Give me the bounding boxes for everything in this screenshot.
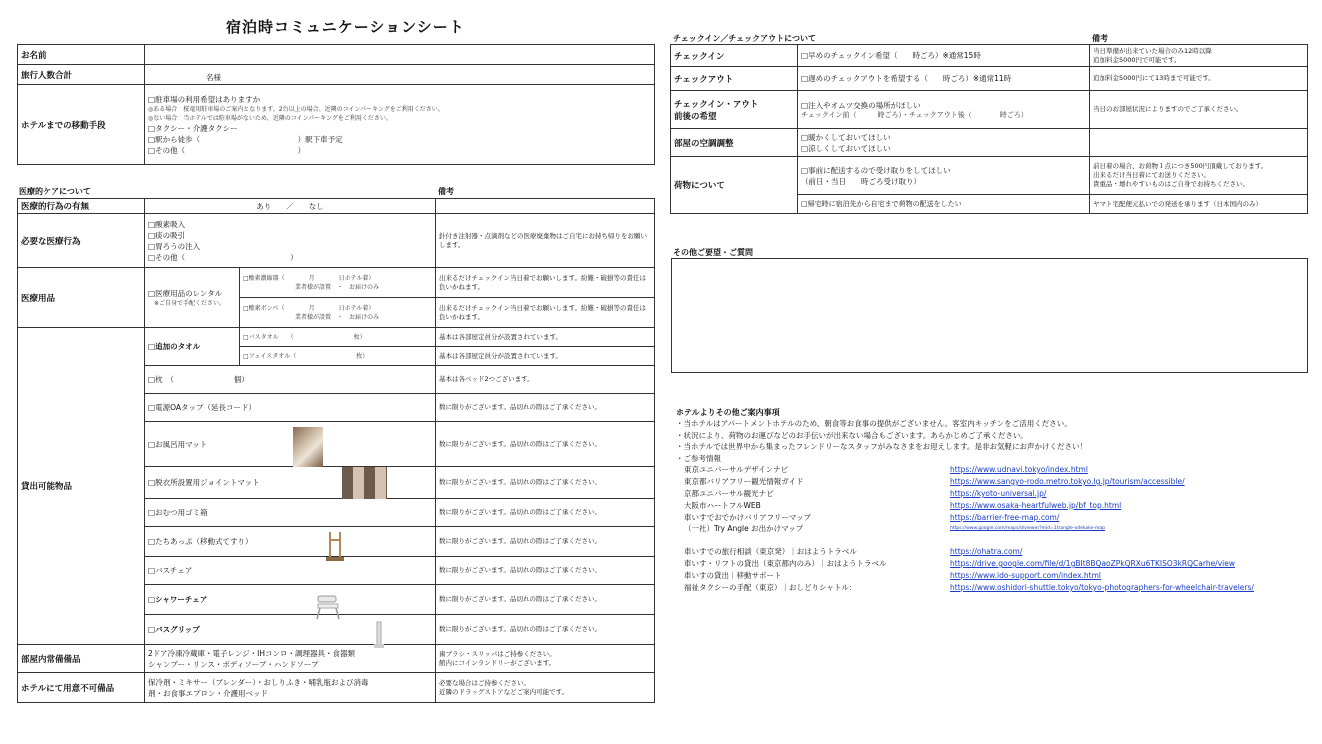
medical-care-table [17, 198, 655, 703]
pillow-option[interactable]: □枕 （ 個） [145, 366, 436, 394]
oxygen-cylinder-option[interactable]: □酸素ボンベ（ 月 日ホテル着） [243, 304, 375, 312]
other-transport-option[interactable]: □その他（ ） [148, 145, 306, 155]
guests-label: 旅行人数合計 [18, 65, 145, 85]
ref-name-4: 大阪市ハートフルWEB [684, 501, 761, 510]
luggage-remark-3: 貴重品・壊れやすいものはご自身でお持ちください。 [1093, 180, 1249, 188]
joint-mat-option[interactable]: □脱衣所設置用ジョイントマット [145, 467, 436, 499]
transport-options[interactable] [145, 85, 655, 165]
needed-care-label: 必要な医療行為 [18, 214, 145, 268]
shower-chair-option[interactable]: □シャワーチェア [145, 585, 436, 615]
pillow-remark: 基本は各ベッド2つございます。 [436, 366, 655, 394]
ref-name-2: 東京都バリアフリー観光情報ガイド [684, 477, 804, 486]
room-equipment-line-2: シャンプー・リンス・ボディソープ・ハンドソープ [148, 659, 319, 669]
luggage-receive-time[interactable]: （前日・当日 時ごろ受け取り） [801, 176, 921, 186]
not-available-cell [145, 673, 436, 703]
diaper-bin-remark: 数に限りがございます。品切れの際はご了承ください。 [436, 499, 655, 527]
not-available-label: ホテルにて用意不可備品 [18, 673, 145, 703]
room-equipment-remark-2: 館内にコインランドリーがございます。 [439, 658, 556, 667]
warm-room-option[interactable]: □暖かくしておいてほしい [801, 132, 891, 142]
ref-link-7[interactable]: https://ohatra.com/ [950, 547, 1023, 556]
name-field[interactable] [145, 45, 655, 65]
joint-mat-photo [342, 467, 387, 499]
medical-presence-remark [436, 199, 655, 214]
bath-towel-option[interactable]: □バスタオル （ 枚） [240, 328, 436, 347]
checkout-label: チェックアウト [671, 67, 798, 91]
transport-label: ホテルまでの移動手段 [18, 85, 145, 165]
power-strip-remark: 数に限りがございます。品切れの際はご了承ください。 [436, 394, 655, 422]
room-equipment-remark [436, 645, 655, 673]
checkin-label: チェックイン [671, 45, 798, 67]
power-strip-option[interactable]: □電源OAタップ（延長コード） [145, 394, 436, 422]
checkin-remark [1090, 45, 1308, 67]
not-available-remark-1: 必要な場合はご持参ください。 [439, 678, 530, 687]
ref-link-8[interactable]: https://drive.google.com/file/d/1gBIt8BQaoZPkQRXu6TKISO3kRQCarhe/view [950, 559, 1235, 568]
checkinout-table [670, 44, 1308, 214]
rental-option-text[interactable]: □医療用品のレンタル [148, 288, 223, 298]
ref-name-8: 車いす・リフトの貸出（東京都内のみ）｜おはようトラベル [684, 559, 887, 568]
parking-option[interactable]: □駐車場の利用希望はありますか [148, 94, 261, 104]
changing-space-option[interactable]: □注入やオムツ交換の場所がほしい [801, 100, 921, 110]
rental-option[interactable] [145, 268, 240, 328]
taxi-option[interactable]: □タクシー・介護タクシー [148, 123, 238, 133]
room-equipment-cell [145, 645, 436, 673]
standing-rail-photo [324, 530, 346, 562]
not-available-remark [436, 673, 655, 703]
other-requests-title: その他ご要望・ご質問 [673, 248, 753, 257]
checkinout-remarks-header: 備考 [1092, 34, 1108, 43]
face-towel-option[interactable]: □フェイスタオル（ 枚） [240, 347, 436, 366]
ref-link-2[interactable]: https://www.sangyo-rodo.metro.tokyo.lg.jp/tourism/accessible/ [950, 477, 1185, 486]
medical-remarks-header: 備考 [438, 187, 454, 196]
early-checkin-option[interactable]: □早めのチェックイン希望（ 時ごろ）※通常15時 [798, 45, 1090, 67]
ref-link-4[interactable]: https://www.osaka-heartfulweb.jp/bf_top.html [950, 501, 1122, 510]
ref-name-5: 車いすでおでかけバリアフリーマップ [684, 513, 812, 522]
guests-unit: 名様 [206, 73, 221, 82]
changing-space-times[interactable]: チェックイン前（ 時ごろ）・チェックアウト後（ 時ごろ） [801, 110, 1028, 119]
needed-care-options[interactable] [145, 214, 436, 268]
diaper-bin-option[interactable]: □おむつ用ゴミ箱 [145, 499, 436, 527]
not-available-remark-2: 近隣のドラッグストアなどご案内可能です。 [439, 687, 569, 696]
oxygen-concentrator-cell[interactable] [240, 268, 436, 298]
bath-towel-remark: 基本は各部屋定員分が設置されています。 [436, 328, 655, 347]
return-shipping-remark: ヤマト宅配便元払いでの発送を承ります（日本国内のみ） [1090, 195, 1308, 214]
parking-no-note: ◎ない場合 当ホテルでは駐車場がないため、近隣のコインパーキングをご利用ください。 [148, 114, 392, 122]
bath-grip-remark: 数に限りがございます。品切れの際はご了承ください。 [436, 615, 655, 645]
luggage-receive-remark [1090, 157, 1308, 195]
notice-line-2: ・状況により、荷物のお運びなどのお手伝いが出来ない場合もございます。あらかじめご了承ください。 [676, 430, 1028, 440]
notices-title: ホテルよりその他ご案内事項 [676, 408, 780, 417]
ref-link-3[interactable]: https://kyoto-universal.jp/ [950, 489, 1047, 498]
ref-link-5[interactable]: https://barrier-free-map.com/ [950, 513, 1060, 522]
medical-presence-choice[interactable]: あり ／ なし [145, 199, 436, 214]
bath-chair-option[interactable]: □バスチェア [145, 557, 436, 585]
suction-option[interactable]: □痰の吸引 [148, 230, 186, 240]
ref-name-1: 東京ユニバーサルデザインナビ [684, 465, 789, 474]
oxygen-concentrator-remark: 出来るだけチェックイン当日着でお願いします。紛難・破損等の責任は負いかねます。 [436, 268, 655, 298]
room-equipment-remark-1: 歯ブラシ・スリッパはご持参ください。 [439, 649, 556, 658]
notice-line-1: ・当ホテルはアパートメントホテルのため、朝食等お食事の提供がございません。客室内キッチンをご活用ください。 [676, 419, 1072, 428]
tube-feeding-option[interactable]: □胃ろうの注入 [148, 241, 201, 251]
room-equipment-line-1: 2ドア冷凍冷蔵庫・電子レンジ・IHコンロ・調理器具・食器類 [148, 648, 356, 658]
walk-option[interactable]: □駅から徒歩（ ）駅下車予定 [148, 134, 343, 144]
luggage-receive-option[interactable]: □事前に配送するので受け取りをしてほしい [801, 165, 951, 175]
notice-line-3: ・当ホテルでは世界中から集まったフレンドリーなスタッフがみなさまをお迎えします。是非お気軽にお声かけください！ [676, 442, 1088, 451]
oxygen-cylinder-remark: 出来るだけチェックイン当日着でお願いします。紛難・破損等の責任は負いかねます。 [436, 298, 655, 328]
joint-mat-remark: 数に限りがございます。品切れの際はご了承ください。 [436, 467, 655, 499]
bath-mat-option[interactable]: □お風呂用マット [145, 422, 436, 467]
bath-chair-remark: 数に限りがございます。品切れの際はご了承ください。 [436, 557, 655, 585]
standing-rail-option[interactable]: □たちあっぷ（移動式てすり） [145, 527, 436, 557]
late-checkout-option[interactable]: □遅めのチェックアウトを希望する（ 時ごろ）※通常11時 [798, 67, 1090, 91]
ref-name-10: 福祉タクシーの手配（東京）｜おしどりシャトル： [684, 583, 857, 592]
checkin-remark-1: 当日準備が出来ていた場合のみ12時以降 [1093, 46, 1212, 55]
not-available-line-2: 剤・お食事エプロン・介護用ベッド [148, 688, 268, 698]
rental-items-label: 貸出可能物品 [18, 328, 145, 645]
luggage-receive-cell[interactable] [798, 157, 1090, 195]
checkin-remark-2: 追加料金5000円で可能です。 [1093, 55, 1181, 64]
standing-rail-remark: 数に限りがございます。品切れの際はご了承ください。 [436, 527, 655, 557]
other-requests-box[interactable] [671, 258, 1308, 373]
notices-list [676, 418, 1087, 464]
ref-name-6: （一社）Try Angle お出かけマップ [684, 524, 804, 533]
return-shipping-option[interactable]: □帰宅時に宿泊先から自宅まで荷物の配送をしたい [798, 195, 1090, 214]
luggage-label: 荷物について [671, 157, 798, 214]
rental-note: ※ご自身で手配ください。 [154, 299, 226, 307]
aircon-cell[interactable] [798, 129, 1090, 157]
bath-grip-photo [372, 620, 386, 650]
bath-mat-remark: 数に限りがございます。品切れの際はご了承ください。 [436, 422, 655, 467]
name-label: お名前 [18, 45, 145, 65]
bath-mat-photo [293, 427, 323, 467]
medical-supplies-label: 医療用品 [18, 268, 145, 328]
around-checkinout-remark: 当日のお部屋状況によりますのでご了承ください。 [1090, 91, 1308, 129]
checkinout-section-title: チェックイン／チェックアウトについて [673, 34, 816, 43]
notice-line-4: ・ご参考情報 [676, 453, 721, 463]
room-equipment-label: 部屋内常備備品 [18, 645, 145, 673]
ref-name-7: 車いすでの旅行相談（東京発）｜おはようトラベル [684, 547, 857, 556]
bath-grip-option[interactable]: □バスグリップ [145, 615, 436, 645]
needed-care-remark: 針付き注射器・点滴剤などの医療廃棄物はご自宅にお持ち帰りをお願いします。 [436, 214, 655, 268]
oxygen-cylinder-cell[interactable] [240, 298, 436, 328]
medical-section-title: 医療的ケアについて [19, 187, 91, 196]
ref-link-9[interactable]: https://www.ido-support.com/index.html [950, 571, 1101, 580]
guests-field[interactable] [145, 65, 655, 85]
oxygen-cylinder-delivery[interactable]: 業者様が設置 ・ お届けのみ [295, 313, 380, 321]
around-label-1: チェックイン・アウト [674, 99, 759, 110]
extra-towel-option[interactable]: □追加のタオル [145, 328, 240, 366]
shower-chair-remark: 数に限りがございます。品切れの際はご了承ください。 [436, 585, 655, 615]
guest-info-table [17, 44, 655, 165]
not-available-line-1: 保冷剤・ミキサー（ブレンダー）・おしりふき・哺乳瓶および消毒 [148, 677, 369, 687]
around-checkinout-label [671, 91, 798, 129]
ref-link-1[interactable]: https://www.udnavi.tokyo/index.html [950, 465, 1088, 474]
aircon-label: 部屋の空調調整 [671, 129, 798, 157]
page-title: 宿泊時コミュニケーションシート [226, 18, 465, 36]
ref-name-9: 車いすの貸出｜移動サポート [684, 571, 782, 580]
medical-presence-label: 医療的行為の有無 [18, 199, 145, 214]
ref-link-10[interactable]: https://www.oshidori-shuttle.tokyo/tokyo-photographers-for-wheelchair-travelers/ [950, 583, 1254, 592]
luggage-remark-1: 前日着の場合、お荷物１点につき500円頂戴しております。 [1093, 162, 1268, 170]
ref-link-6[interactable]: https://www.google.com/maps/d/viewer?mid=1trangle-odekake-map [950, 526, 1106, 531]
cool-room-option[interactable]: □涼しくしておいてほしい [801, 143, 891, 153]
ref-name-3: 京都ユニバーサル観光ナビ [684, 489, 774, 498]
around-checkinout-cell[interactable] [798, 91, 1090, 129]
oxygen-concentrator-option[interactable]: □酸素濃縮器（ 月 日ホテル着） [243, 274, 375, 282]
aircon-remark [1090, 129, 1308, 157]
face-towel-remark: 基本は各部屋定員分が設置されています。 [436, 347, 655, 366]
bath-chair-photo [314, 592, 342, 620]
oxygen-option[interactable]: □酸素吸入 [148, 219, 186, 229]
around-label-2: 前後の希望 [674, 111, 717, 122]
other-care-option[interactable]: □その他（ ） [148, 252, 298, 262]
luggage-remark-2: 出来るだけ当日着にてお送りください。 [1093, 171, 1210, 179]
oxygen-concentrator-delivery[interactable]: 業者様が設置 ・ お届けのみ [295, 283, 380, 291]
checkout-remark: 追加料金5000円にて13時まで可能です。 [1090, 67, 1308, 91]
parking-yes-note: ◎ある場合 桜竜用駐車場のご案内となります。2台以上の場合、近隣のコインパーキングをご利用ください。 [148, 105, 444, 113]
